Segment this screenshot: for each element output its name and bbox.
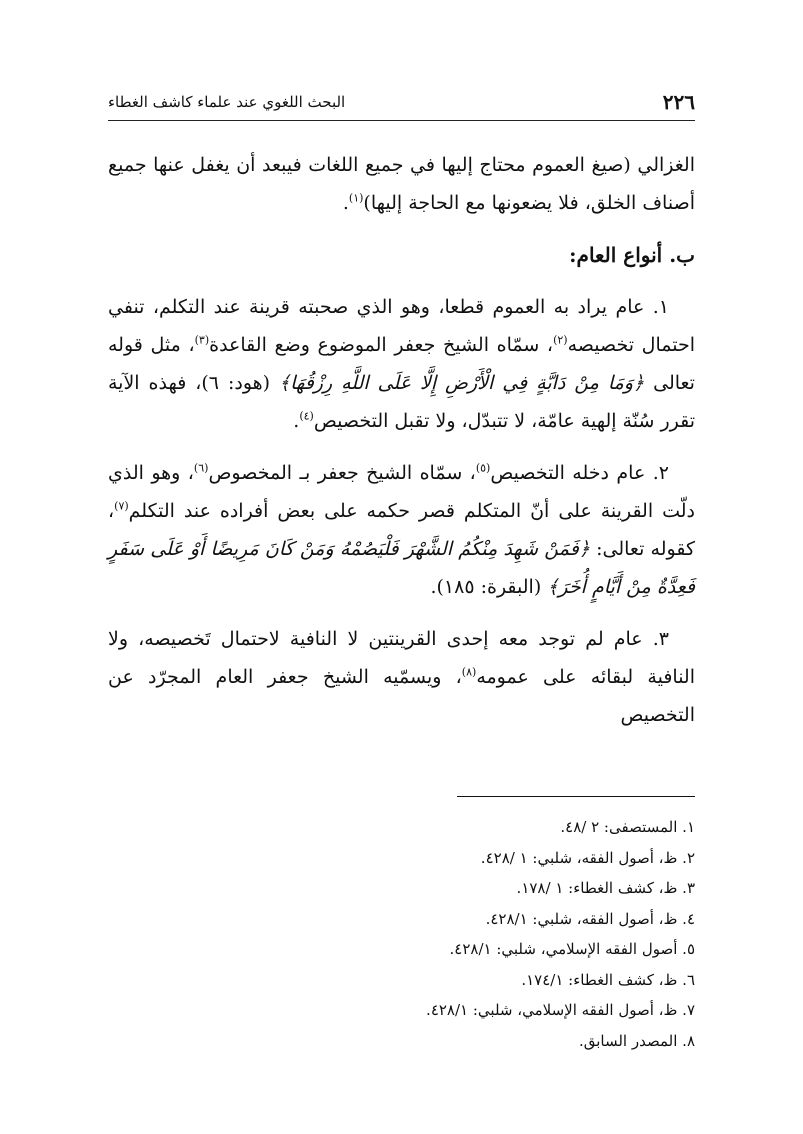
page-number: ٢٢٦ xyxy=(662,90,695,114)
text-run: ١. عام يراد به العموم قطعا، وهو الذي صحبته قرينة عند التكلم، تنفي احتمال تخصيصه xyxy=(108,296,695,356)
footnote-item: ٦. ظ، كشف الغطاء: ١٧٤/١. xyxy=(521,970,695,989)
text-run: (البقرة: ١٨٥). xyxy=(430,576,548,598)
footnote-ref: (٧) xyxy=(114,499,129,513)
text-run: الغزالي (صيغ العموم محتاج إليها في جميع اللغات فيبعد أن يغفل عنها جميع أصناف الخلق، فلا يضعونها مع الحاجة إليها) xyxy=(108,154,695,214)
footnote-item: ٨. المصدر السابق. xyxy=(578,1031,695,1050)
main-text xyxy=(108,146,695,734)
footnote-ref: (٨) xyxy=(461,665,477,679)
footnote-item: ١. المستصفى: ٢ /٤٨. xyxy=(560,818,695,836)
paragraph-type-2 xyxy=(108,454,695,606)
text-run: ، كقوله تعالى: xyxy=(108,500,695,560)
quran-verse: ﴿فَمَنْ شَهِدَ مِنْكُمُ الشَّهْرَ فَلْيَصُمْهُ وَمَنْ كَانَ مَرِيضًا أَوْ عَلَى سَفَرٍ فَعِدَّةٌ مِنْ أَيَّامٍ أُخَرَ﴾ xyxy=(108,538,695,598)
footnote-item: ٤. ظ، أصول الفقه، شلبي: ٤٢٨/١. xyxy=(485,909,695,928)
footnote-separator xyxy=(457,796,695,797)
footnote-ref: (١) xyxy=(348,191,364,205)
footnote-ref: (٥) xyxy=(475,461,491,475)
quran-verse: ﴿وَمَا مِنْ دَابَّةٍ فِي الْأَرْضِ إِلَّا عَلَى اللَّهِ رِزْقُهَا﴾ xyxy=(279,372,645,394)
text-run: ، سمّاه الشيخ جعفر الموضوع وضع القاعدة xyxy=(209,334,554,356)
running-title: البحث اللغوي عند علماء كاشف الغطاء xyxy=(108,93,346,111)
text-run: ، ويسمّيه الشيخ جعفر العام المجرّد عن التخصيص xyxy=(108,666,695,726)
text-run: ٢. عام دخله التخصيص xyxy=(490,462,669,484)
text-run: . xyxy=(293,410,300,432)
paragraph-type-3 xyxy=(108,620,695,734)
text-run: ، وهو الذي دلّت القرينة على أنّ المتكلم قصر حكمه على بعض أفراده عند التكلم xyxy=(108,462,695,522)
text-run: ٣. عام لم توجد معه إحدى القرينتين لا النافية لاحتمال تَخصيصه، ولا النافية لبقائه على عمومه xyxy=(108,628,695,688)
footnote-item: ٥. أصول الفقه الإسلامي، شلبي: ٤٢٨/١. xyxy=(449,940,695,958)
text-run: . xyxy=(342,192,349,214)
paragraph-type-1 xyxy=(108,288,695,440)
page-header xyxy=(108,88,695,121)
footnote-item: ٧. ظ، أصول الفقه الإسلامي، شلبي: ٤٢٨/١. xyxy=(426,1001,695,1019)
footnote-item: ٢. ظ، أصول الفقه، شلبي: ١ /٤٢٨. xyxy=(480,848,695,867)
text-run: ، مثل قوله تعالى xyxy=(108,334,695,394)
footnote-item: ٣. ظ، كشف الغطاء: ١ /١٧٨. xyxy=(516,879,695,897)
footnotes xyxy=(108,812,695,1056)
footnote-ref: (٦) xyxy=(193,461,209,475)
footnote-ref: (٤) xyxy=(299,409,314,423)
text-run: ، سمّاه الشيخ جعفر بـ المخصوص xyxy=(208,462,476,484)
footnote-ref: (٣) xyxy=(194,333,210,347)
footnote-ref: (٢) xyxy=(553,333,568,347)
section-heading: ب. أنواع العام: xyxy=(569,243,695,267)
paragraph-ghazali-quote xyxy=(108,146,695,222)
text-run: (هود: ٦)، فهذه الآية تقرر سُنّة إلهية عامّة، لا تتبدّل، ولا تقبل التخصيص xyxy=(108,372,695,432)
